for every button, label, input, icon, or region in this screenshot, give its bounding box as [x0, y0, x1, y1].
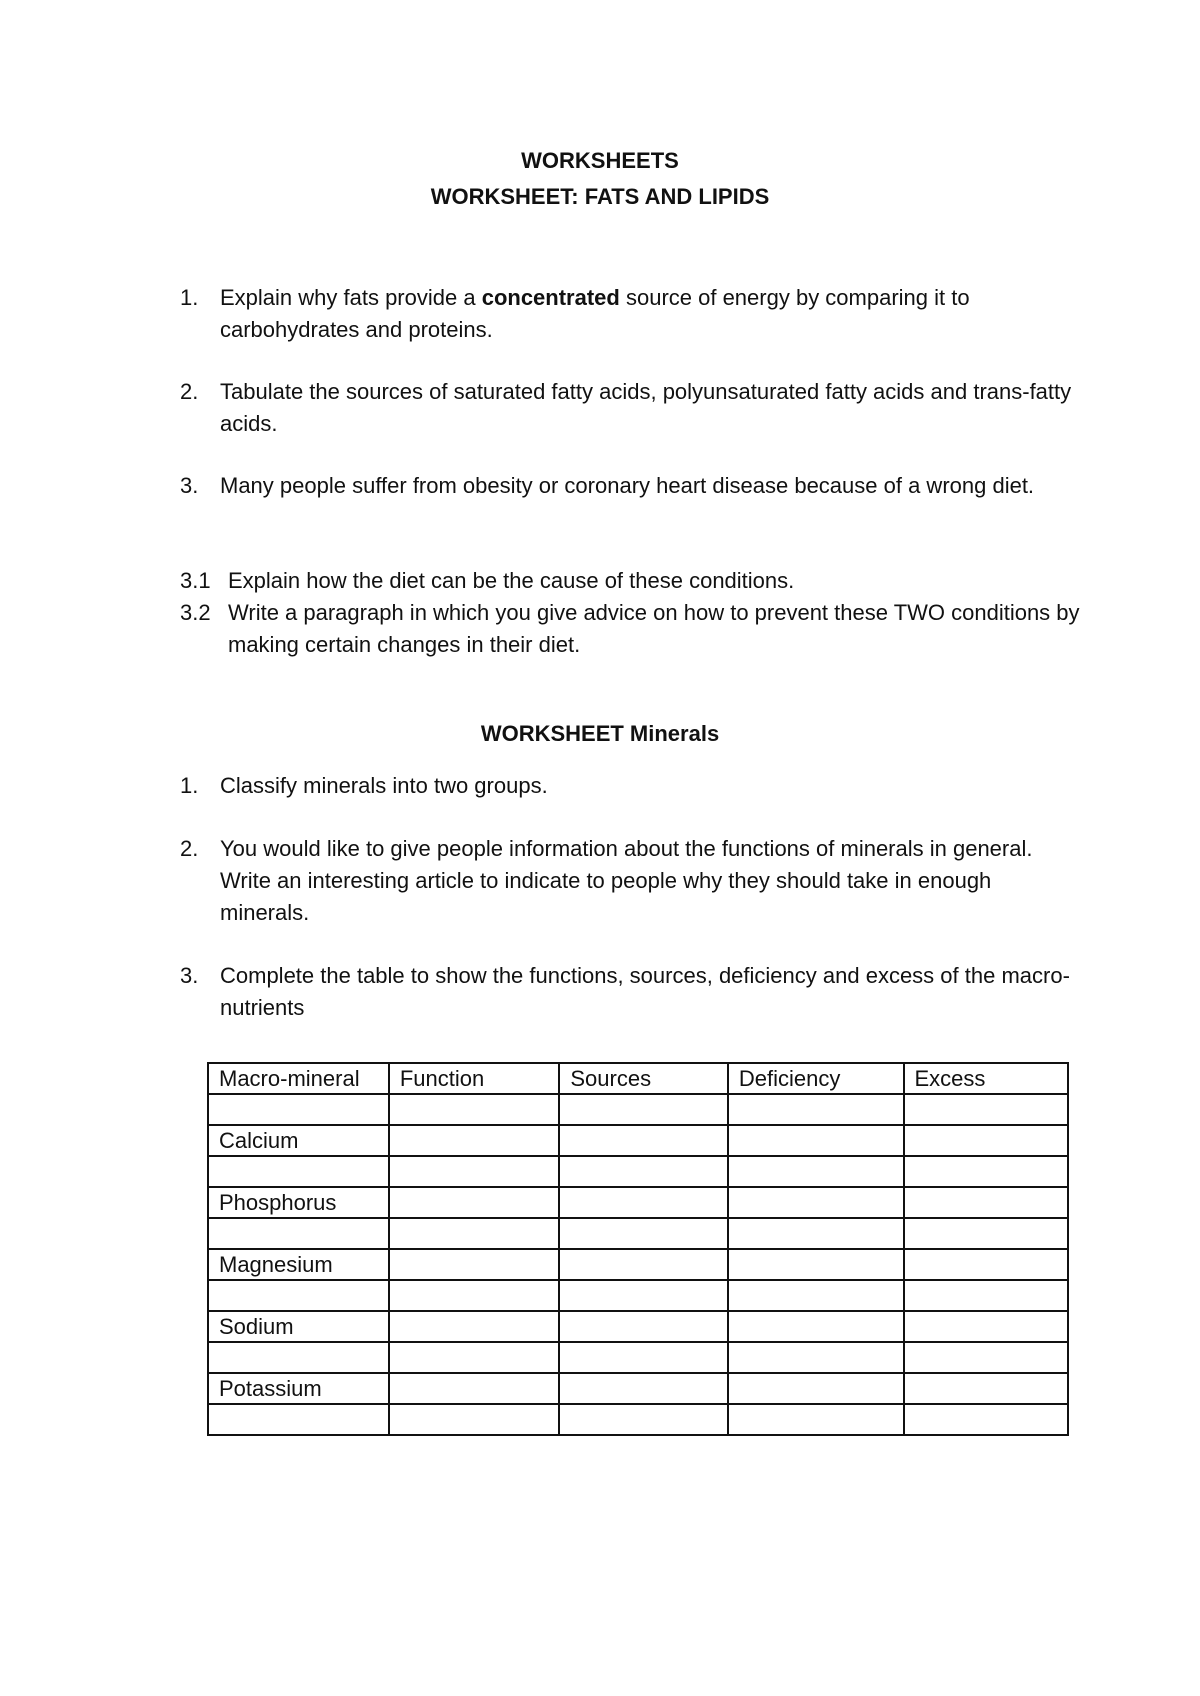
- blank-answer-cell[interactable]: [728, 1125, 904, 1156]
- mineral-name-cell: Magnesium: [208, 1249, 389, 1280]
- question-number: 1.: [180, 773, 199, 798]
- question-text: Complete the table to show the functions, sources, deficiency and excess of the macro-nutrients: [220, 963, 1070, 1020]
- blank-answer-cell[interactable]: [728, 1280, 904, 1311]
- question-emphasis: concentrated: [481, 285, 620, 310]
- question-number: 3.: [180, 963, 199, 988]
- minerals-question-2: [180, 833, 1080, 929]
- blank-answer-cell[interactable]: [389, 1187, 560, 1218]
- table-row: [208, 1311, 1068, 1342]
- question-number: 3.: [180, 473, 199, 498]
- page-title: WORKSHEETS: [521, 148, 679, 173]
- blank-answer-cell[interactable]: [728, 1311, 904, 1342]
- blank-answer-cell[interactable]: [389, 1311, 560, 1342]
- blank-answer-cell[interactable]: [728, 1218, 904, 1249]
- blank-answer-cell[interactable]: [904, 1342, 1069, 1373]
- table-row: [208, 1404, 1068, 1435]
- blank-answer-cell[interactable]: [904, 1187, 1069, 1218]
- column-header: Function: [389, 1063, 560, 1094]
- blank-answer-cell[interactable]: [559, 1249, 728, 1280]
- question-text: Write a paragraph in which you give advice on how to prevent these TWO conditions by making certain changes in their diet.: [228, 600, 1080, 657]
- question-number: 3.2: [180, 600, 211, 625]
- column-header: Macro-mineral: [208, 1063, 389, 1094]
- table-row: [208, 1156, 1068, 1187]
- mineral-name-cell: Sodium: [208, 1311, 389, 1342]
- blank-answer-cell[interactable]: [904, 1249, 1069, 1280]
- blank-answer-cell[interactable]: [559, 1342, 728, 1373]
- table-row: [208, 1249, 1068, 1280]
- question-text: You would like to give people information about the functions of minerals in general. Write an interesting article to indicate to people why they should take in enough minerals.: [220, 836, 1033, 925]
- mineral-name-cell: [208, 1404, 389, 1435]
- minerals-question-3: [180, 960, 1080, 1024]
- question-number: 1.: [180, 285, 199, 310]
- blank-answer-cell[interactable]: [728, 1342, 904, 1373]
- blank-answer-cell[interactable]: [728, 1187, 904, 1218]
- table-row: [208, 1280, 1068, 1311]
- blank-answer-cell[interactable]: [559, 1125, 728, 1156]
- blank-answer-cell[interactable]: [904, 1311, 1069, 1342]
- table-header-row: [208, 1063, 1068, 1094]
- blank-answer-cell[interactable]: [559, 1404, 728, 1435]
- blank-answer-cell[interactable]: [904, 1404, 1069, 1435]
- blank-answer-cell[interactable]: [389, 1218, 560, 1249]
- table-row: [208, 1218, 1068, 1249]
- blank-answer-cell[interactable]: [389, 1342, 560, 1373]
- blank-answer-cell[interactable]: [559, 1187, 728, 1218]
- macro-mineral-table: [207, 1062, 1069, 1436]
- blank-answer-cell[interactable]: [389, 1280, 560, 1311]
- mineral-name-cell: [208, 1094, 389, 1125]
- fats-question-1: [180, 282, 1080, 346]
- fats-question-3-2: [180, 597, 1080, 661]
- blank-answer-cell[interactable]: [559, 1218, 728, 1249]
- mineral-name-cell: [208, 1280, 389, 1311]
- blank-answer-cell[interactable]: [389, 1249, 560, 1280]
- blank-answer-cell[interactable]: [559, 1280, 728, 1311]
- question-text: Tabulate the sources of saturated fatty acids, polyunsaturated fatty acids and trans-fatty acids.: [220, 379, 1072, 436]
- blank-answer-cell[interactable]: [728, 1094, 904, 1125]
- fats-question-3: [180, 470, 1080, 502]
- blank-answer-cell[interactable]: [389, 1373, 560, 1404]
- column-header: Sources: [559, 1063, 728, 1094]
- question-text-part: source of energy by comparing it to carbohydrates and proteins.: [220, 285, 970, 342]
- column-header: Deficiency: [728, 1063, 904, 1094]
- table-row: [208, 1187, 1068, 1218]
- blank-answer-cell[interactable]: [559, 1094, 728, 1125]
- blank-answer-cell[interactable]: [728, 1373, 904, 1404]
- column-header: Excess: [904, 1063, 1069, 1094]
- blank-answer-cell[interactable]: [728, 1404, 904, 1435]
- blank-answer-cell[interactable]: [904, 1125, 1069, 1156]
- blank-answer-cell[interactable]: [904, 1094, 1069, 1125]
- blank-answer-cell[interactable]: [904, 1156, 1069, 1187]
- blank-answer-cell[interactable]: [389, 1125, 560, 1156]
- table-row: [208, 1342, 1068, 1373]
- fats-question-3-1: [180, 565, 1080, 597]
- table-row: [208, 1094, 1068, 1125]
- blank-answer-cell[interactable]: [728, 1249, 904, 1280]
- blank-answer-cell[interactable]: [559, 1156, 728, 1187]
- mineral-name-cell: Potassium: [208, 1373, 389, 1404]
- question-text: Explain how the diet can be the cause of these conditions.: [228, 568, 795, 593]
- question-number: 3.1: [180, 568, 211, 593]
- question-number: 2.: [180, 379, 199, 404]
- question-text: Classify minerals into two groups.: [220, 773, 548, 798]
- table-row: [208, 1373, 1068, 1404]
- fats-question-2: [180, 376, 1080, 440]
- question-number: 2.: [180, 836, 199, 861]
- blank-answer-cell[interactable]: [904, 1280, 1069, 1311]
- blank-answer-cell[interactable]: [389, 1404, 560, 1435]
- blank-answer-cell[interactable]: [904, 1373, 1069, 1404]
- blank-answer-cell[interactable]: [904, 1218, 1069, 1249]
- mineral-name-cell: [208, 1218, 389, 1249]
- question-text: Many people suffer from obesity or coronary heart disease because of a wrong diet.: [220, 473, 1035, 498]
- minerals-section-heading: WORKSHEET Minerals: [480, 721, 720, 746]
- table-row: [208, 1125, 1068, 1156]
- fats-section-heading: WORKSHEET: FATS AND LIPIDS: [430, 184, 770, 209]
- question-text: [220, 282, 1080, 346]
- blank-answer-cell[interactable]: [728, 1156, 904, 1187]
- question-text-part: Explain why fats provide a: [220, 285, 482, 310]
- mineral-name-cell: Calcium: [208, 1125, 389, 1156]
- minerals-question-1: [180, 770, 1080, 802]
- blank-answer-cell[interactable]: [559, 1311, 728, 1342]
- mineral-name-cell: Phosphorus: [208, 1187, 389, 1218]
- mineral-name-cell: [208, 1156, 389, 1187]
- blank-answer-cell[interactable]: [559, 1373, 728, 1404]
- mineral-name-cell: [208, 1342, 389, 1373]
- blank-answer-cell[interactable]: [389, 1094, 560, 1125]
- blank-answer-cell[interactable]: [389, 1156, 560, 1187]
